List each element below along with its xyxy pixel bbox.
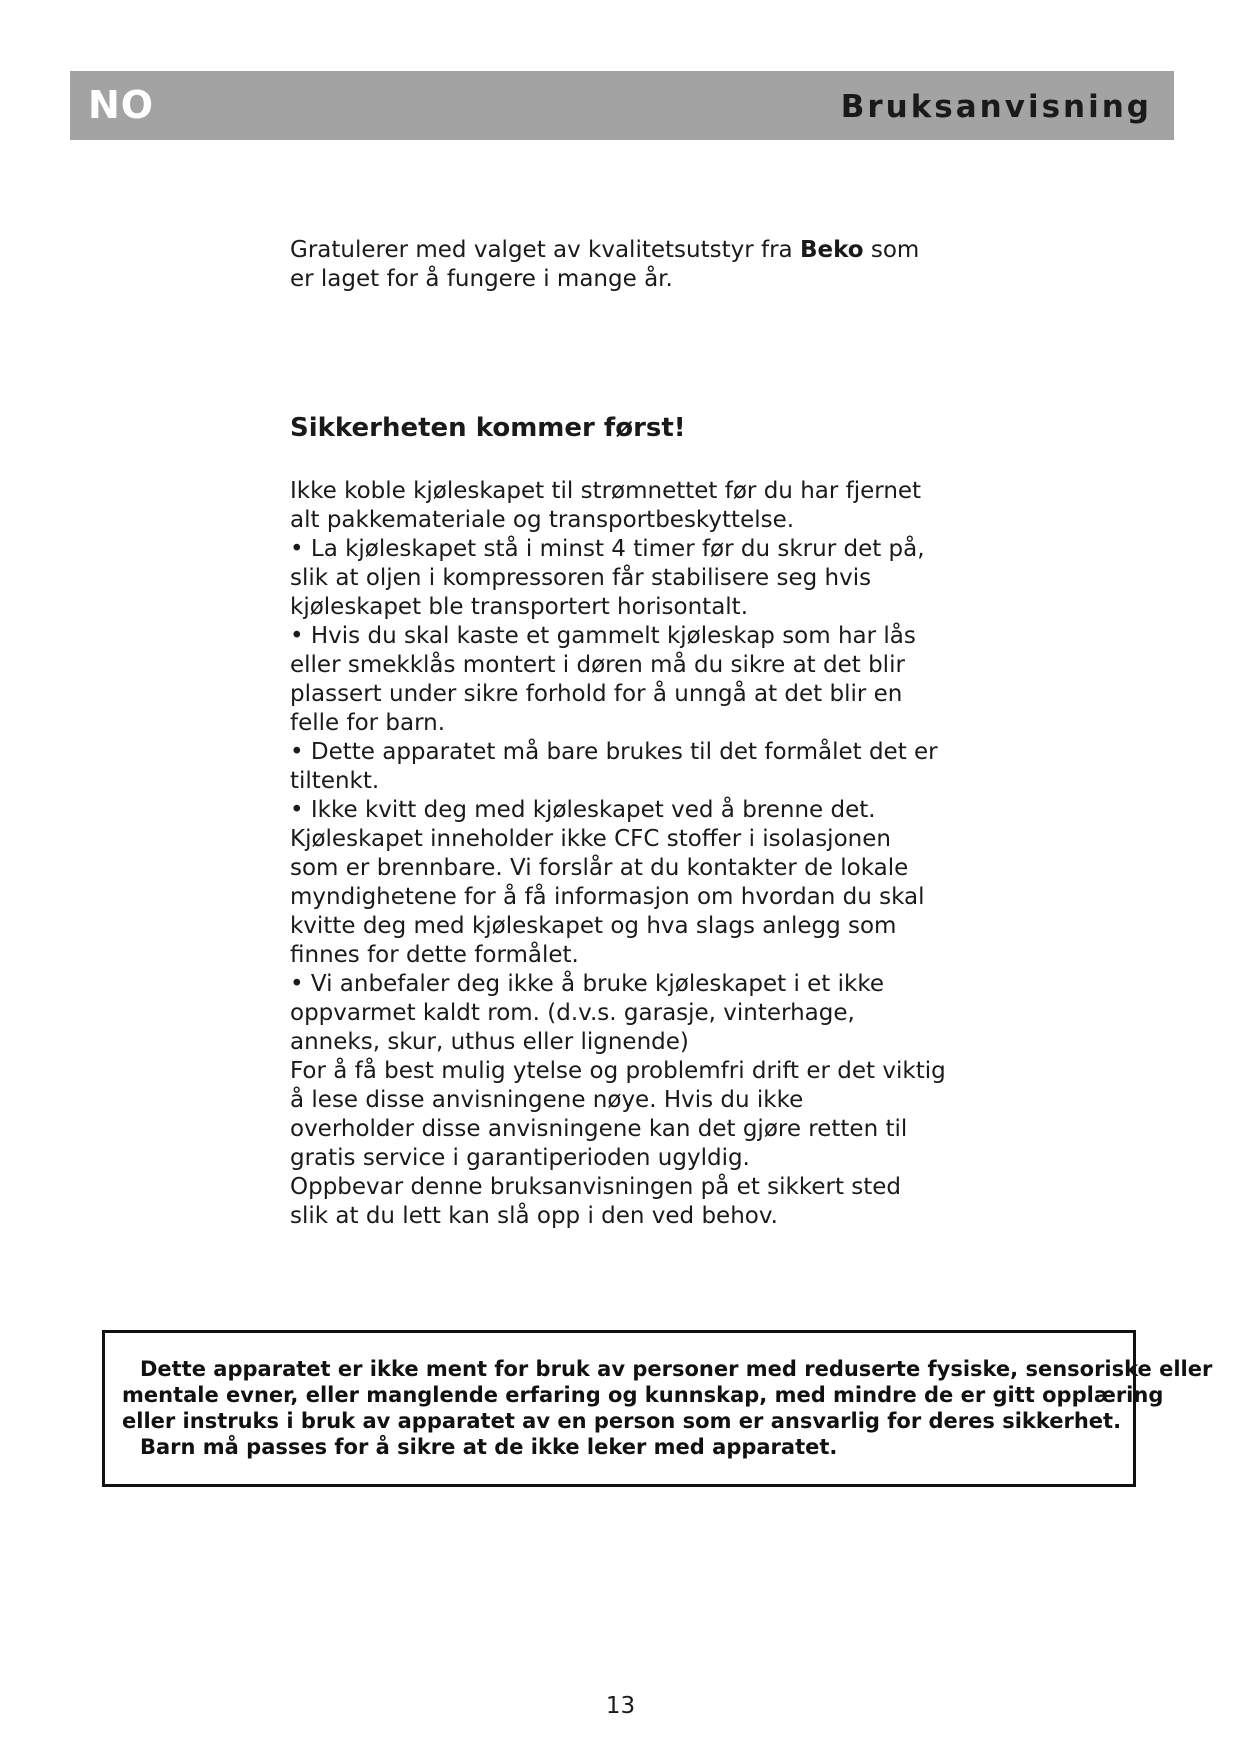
warning-notice-box: [102, 1330, 1213, 1487]
safety-line: felle for barn.: [290, 710, 446, 736]
notice-line: mentale evner, eller manglende erfaring og kunnskap, med mindre de er gitt opplæring: [122, 1383, 1164, 1407]
safety-body: [290, 477, 946, 1231]
safety-line: overholder disse anvisningene kan det gjøre retten til: [290, 1116, 908, 1142]
safety-line: Kjøleskapet inneholder ikke CFC stoffer i isolasjonen: [290, 826, 891, 852]
safety-line: gratis service i garantiperioden ugyldig.: [290, 1145, 750, 1171]
brand-name: Beko: [799, 237, 864, 263]
safety-line: anneks, skur, uthus eller lignende): [290, 1029, 689, 1055]
safety-line: å lese disse anvisningene nøye. Hvis du ikke: [290, 1087, 804, 1113]
safety-line: For å få best mulig ytelse og problemfri drift er det viktig: [290, 1058, 946, 1084]
safety-line: kjøleskapet ble transportert horisontalt.: [290, 594, 749, 620]
page-number: 13: [605, 1693, 636, 1719]
header-bar: [70, 71, 1174, 140]
notice-line: eller instruks i bruk av apparatet av en person som er ansvarlig for deres sikkerhet.: [122, 1409, 1122, 1433]
safety-line: eller smekklås montert i døren må du sikre at det blir: [290, 652, 905, 678]
language-code: NO: [88, 83, 155, 127]
intro-text-end: som: [863, 237, 920, 263]
warning-notice-text: [122, 1356, 1212, 1460]
intro-text-start: Gratulerer med valget av kvalitetsutstyr fra: [290, 237, 800, 263]
safety-line: kvitte deg med kjøleskapet og hva slags anlegg som: [290, 913, 897, 939]
safety-line: Ikke koble kjøleskapet til strømnettet før du har fjernet: [290, 478, 922, 504]
safety-line: myndighetene for å få informasjon om hvordan du skal: [290, 884, 925, 910]
intro-text-line2: er laget for å fungere i mange år.: [290, 266, 673, 292]
safety-line: oppvarmet kaldt rom. (d.v.s. garasje, vinterhage,: [290, 1000, 855, 1026]
safety-line: • La kjøleskapet stå i minst 4 timer før du skrur det på,: [290, 536, 925, 562]
safety-line: tiltenkt.: [290, 768, 380, 794]
safety-line: • Hvis du skal kaste et gammelt kjøleskap som har lås: [290, 623, 916, 649]
notice-line: Dette apparatet er ikke ment for bruk av personer med reduserte fysiske, sensoriske eller: [140, 1357, 1213, 1381]
intro-paragraph: [290, 236, 930, 294]
safety-line: • Ikke kvitt deg med kjøleskapet ved å brenne det.: [290, 797, 876, 823]
safety-line: som er brennbare. Vi forslår at du kontakter de lokale: [290, 855, 909, 881]
safety-line: finnes for dette formålet.: [290, 942, 579, 968]
safety-line: slik at oljen i kompressoren får stabilisere seg hvis: [290, 565, 872, 591]
safety-line: • Dette apparatet må bare brukes til det formålet det er: [290, 739, 938, 765]
safety-line: • Vi anbefaler deg ikke å bruke kjøleskapet i et ikke: [290, 971, 884, 997]
safety-line: alt pakkemateriale og transportbeskyttelse.: [290, 507, 795, 533]
safety-heading: Sikkerheten kommer først!: [290, 413, 686, 443]
safety-line: plassert under sikre forhold for å unngå at det blir en: [290, 681, 903, 707]
notice-line: Barn må passes for å sikre at de ikke leker med apparatet.: [140, 1435, 838, 1459]
safety-line: slik at du lett kan slå opp i den ved behov.: [290, 1203, 778, 1229]
document-title: Bruksanvisning: [840, 89, 1152, 125]
safety-line: Oppbevar denne bruksanvisningen på et sikkert sted: [290, 1174, 902, 1200]
